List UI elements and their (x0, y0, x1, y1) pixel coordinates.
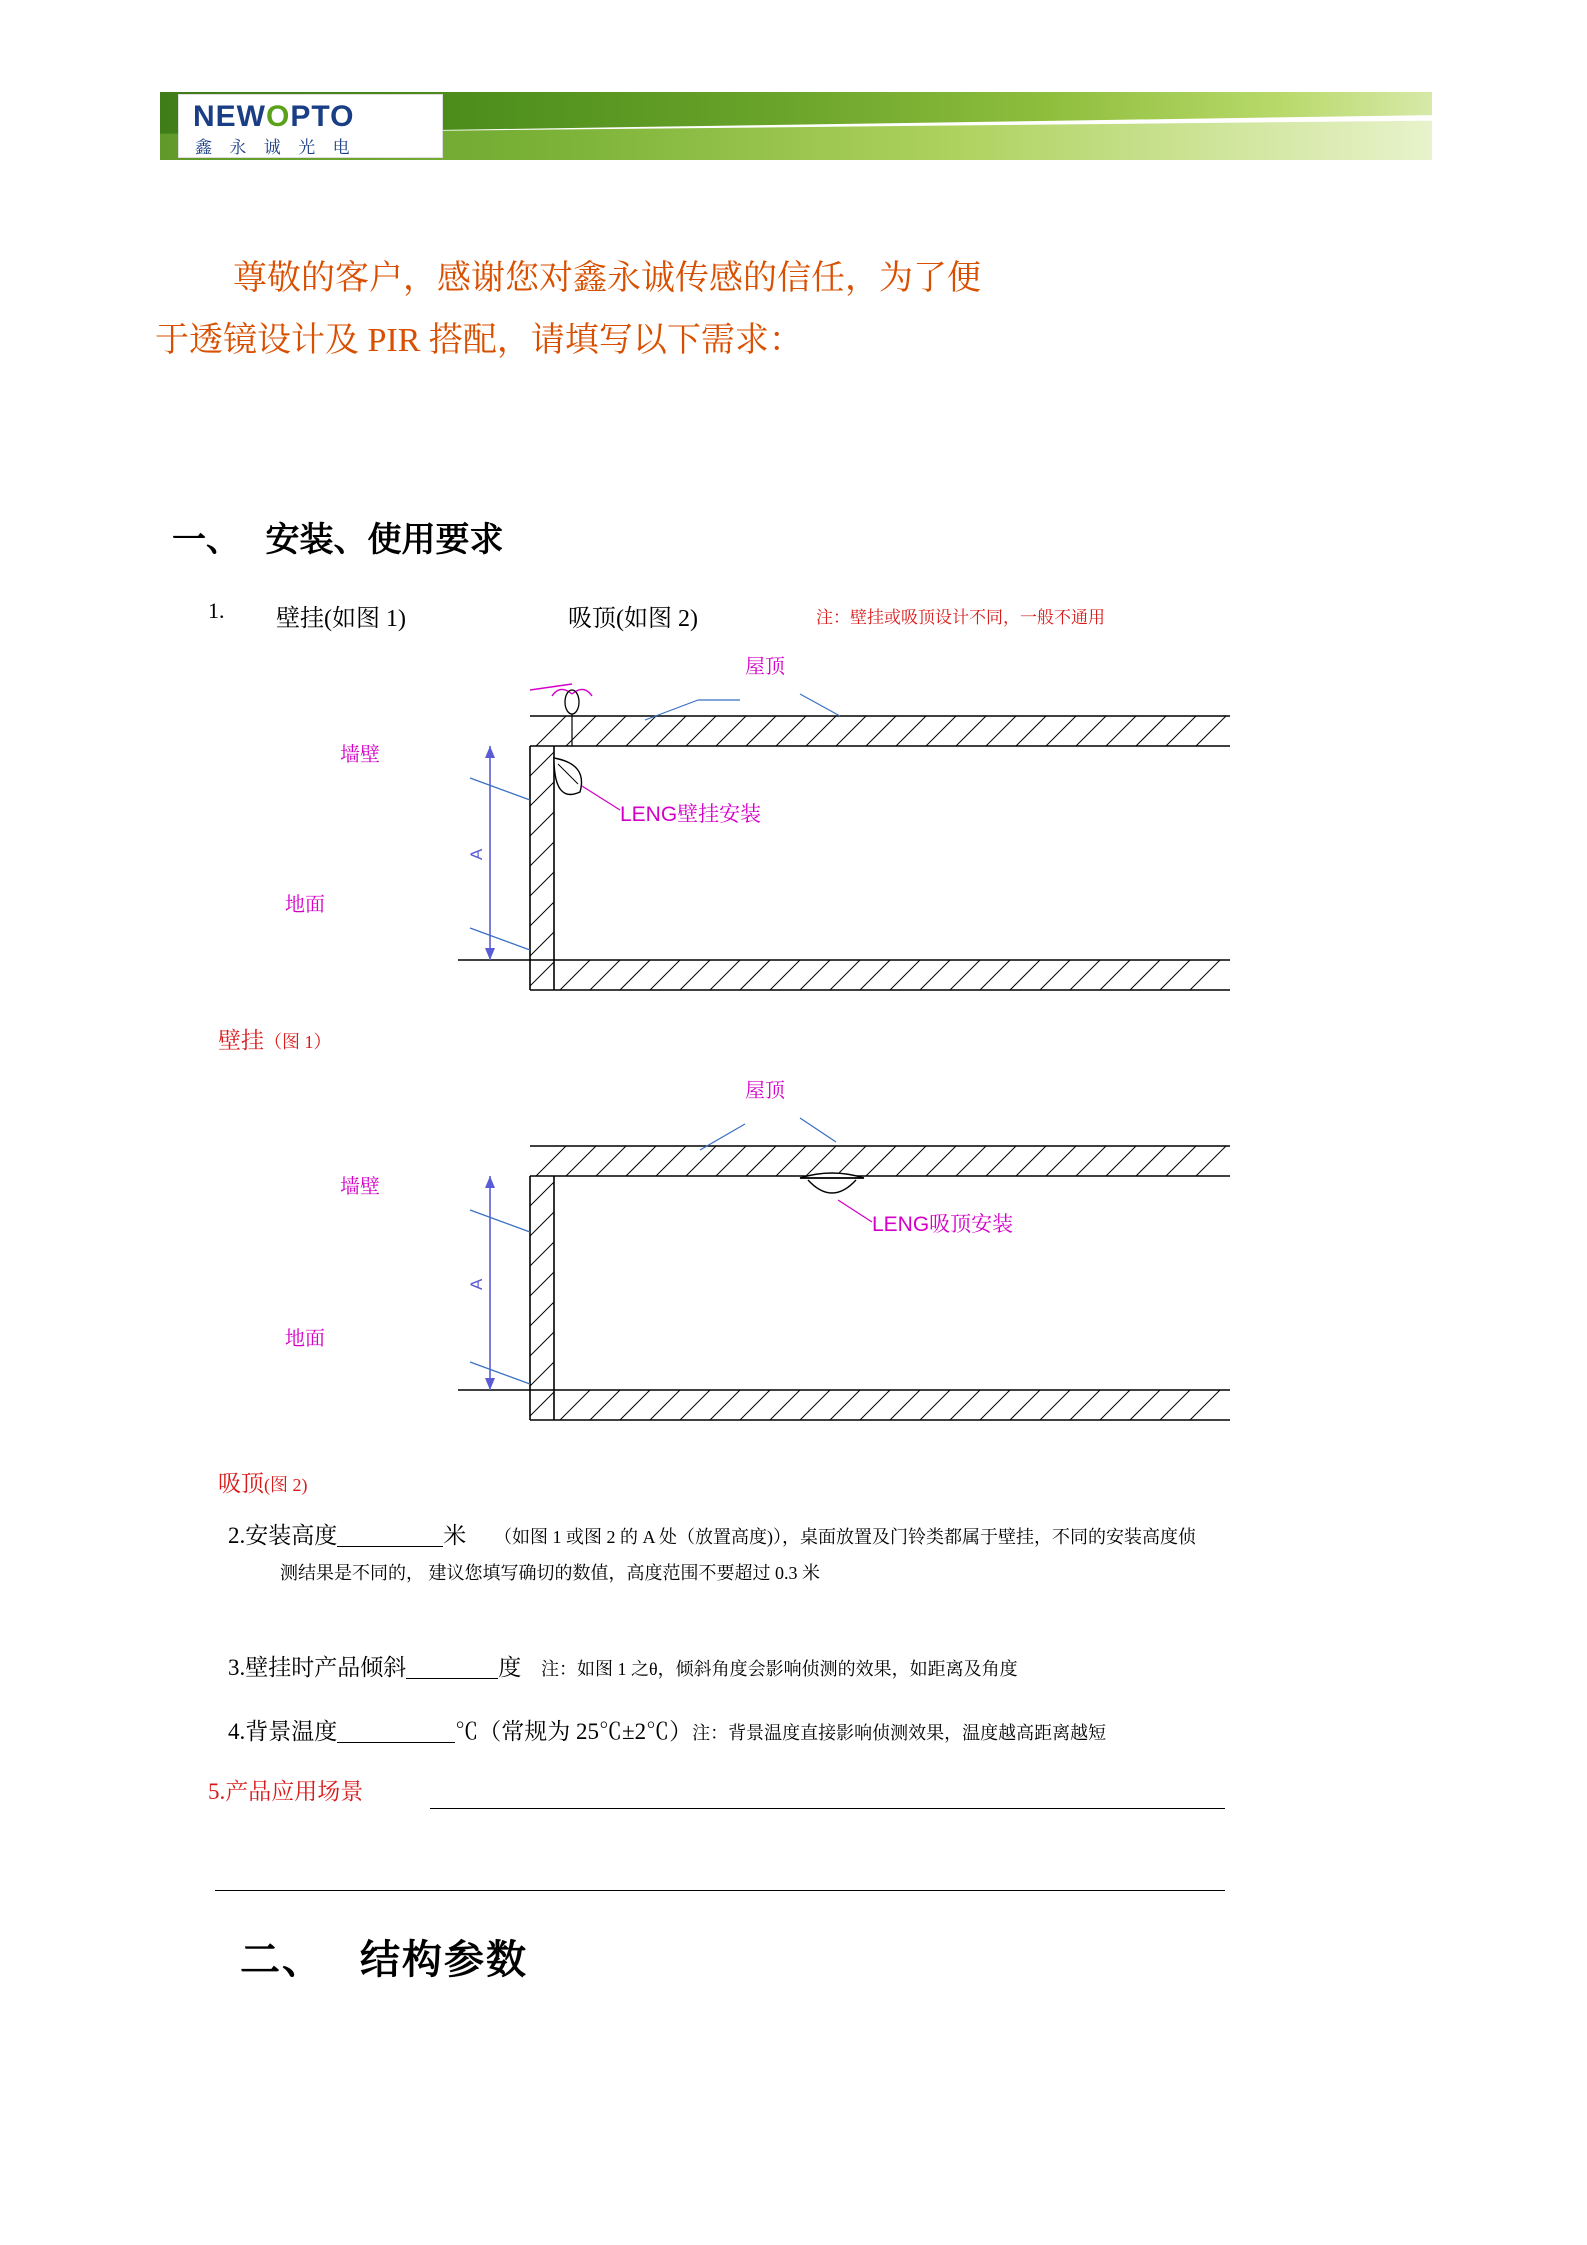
figure1-label-device: LENG壁挂安装 (620, 803, 762, 826)
application-scenario-line-2[interactable] (215, 1890, 1225, 1891)
figure1-caption-suffix: （图 1） (264, 1032, 332, 1052)
item-one-option-wall: 壁挂(如图 1) (276, 606, 406, 632)
section-two-title: 结构参数 (360, 1937, 528, 1982)
intro-line-1: 尊敬的客户，感谢您对鑫永诚传感的信任，为了便 (233, 260, 981, 297)
svg-text:A: A (467, 848, 486, 860)
background-temp-label: 4.背景温度 (228, 1719, 338, 1744)
question-tilt-angle (228, 1650, 1408, 1687)
logo-o-glyph: O (266, 100, 291, 133)
install-height-unit: 米 (443, 1523, 467, 1548)
section-two-heading (240, 1928, 528, 1985)
install-height-label: 2.安装高度 (228, 1523, 338, 1548)
background-temp-note: 注：背景温度直接影响侦测效果，温度越高距离越短 (692, 1723, 1107, 1743)
figure1-caption (218, 1022, 332, 1055)
section-one-number: 一、 (172, 522, 240, 559)
figure-wall-mount (200, 656, 1300, 1030)
figure2-label-wall: 墙壁 (340, 1176, 380, 1198)
tilt-angle-note: 注：如图 1 之θ，倾斜角度会影响侦测的效果，如距离及角度 (541, 1659, 1018, 1679)
question-install-height (228, 1518, 1408, 1591)
application-scenario-line-1[interactable] (430, 1808, 1225, 1809)
tilt-angle-unit: 度 (498, 1655, 522, 1680)
install-height-note-1: （如图 1 或图 2 的 A 处（放置高度)），桌面放置及门铃类都属于壁挂，不同的安装高度侦 (494, 1527, 1196, 1547)
figure2-caption-suffix: (图 2) (264, 1475, 308, 1495)
logo-chinese-name: 鑫 永 诚 光 电 (195, 138, 356, 158)
tilt-angle-input[interactable] (406, 1656, 498, 1679)
install-height-note-2: 测结果是不同的， 建议您填写确切的数值，高度范围不要超过 0.3 米 (280, 1563, 820, 1583)
install-height-input[interactable] (337, 1524, 443, 1547)
logo-wordmark: NEWOPTO (193, 100, 355, 133)
figure1-label-roof: 屋顶 (745, 656, 785, 678)
application-scenario-label: 5.产品应用场景 (208, 1779, 364, 1804)
intro-paragraph (155, 248, 1405, 372)
tilt-angle-label: 3.壁挂时产品倾斜 (228, 1655, 407, 1680)
figure2-caption-text: 吸顶 (218, 1471, 264, 1496)
figure1-label-wall: 墙壁 (340, 744, 380, 766)
background-temp-input[interactable] (337, 1720, 455, 1743)
item-one-number: 1. (208, 598, 225, 623)
figure2-label-ground: 地面 (285, 1328, 325, 1350)
svg-text:A: A (467, 1278, 486, 1290)
item-one-option-ceiling: 吸顶(如图 2) (568, 606, 698, 632)
question-background-temperature (228, 1714, 1408, 1751)
intro-line-2: 于透镜设计及 PIR 搭配，请填写以下需求： (155, 322, 803, 359)
company-logo (178, 94, 443, 158)
figure2-label-device: LENG吸顶安装 (872, 1213, 1014, 1236)
section-one-title: 安装、使用要求 (265, 522, 504, 559)
section-two-number: 二、 (240, 1937, 324, 1982)
section-one-heading (172, 512, 504, 561)
figure2-label-roof: 屋顶 (745, 1080, 785, 1102)
header-banner (160, 92, 1432, 160)
question-application-scenario (208, 1774, 1398, 1810)
figure2-caption (218, 1465, 308, 1498)
background-temp-unit: ℃（常规为 25℃±2℃） (455, 1719, 693, 1744)
item-one-note: 注：壁挂或吸顶设计不同，一般不通用 (816, 608, 1105, 627)
figure1-label-ground: 地面 (285, 894, 325, 916)
figure1-caption-text: 壁挂 (218, 1028, 264, 1053)
figure-ceiling-mount (200, 1080, 1300, 1460)
